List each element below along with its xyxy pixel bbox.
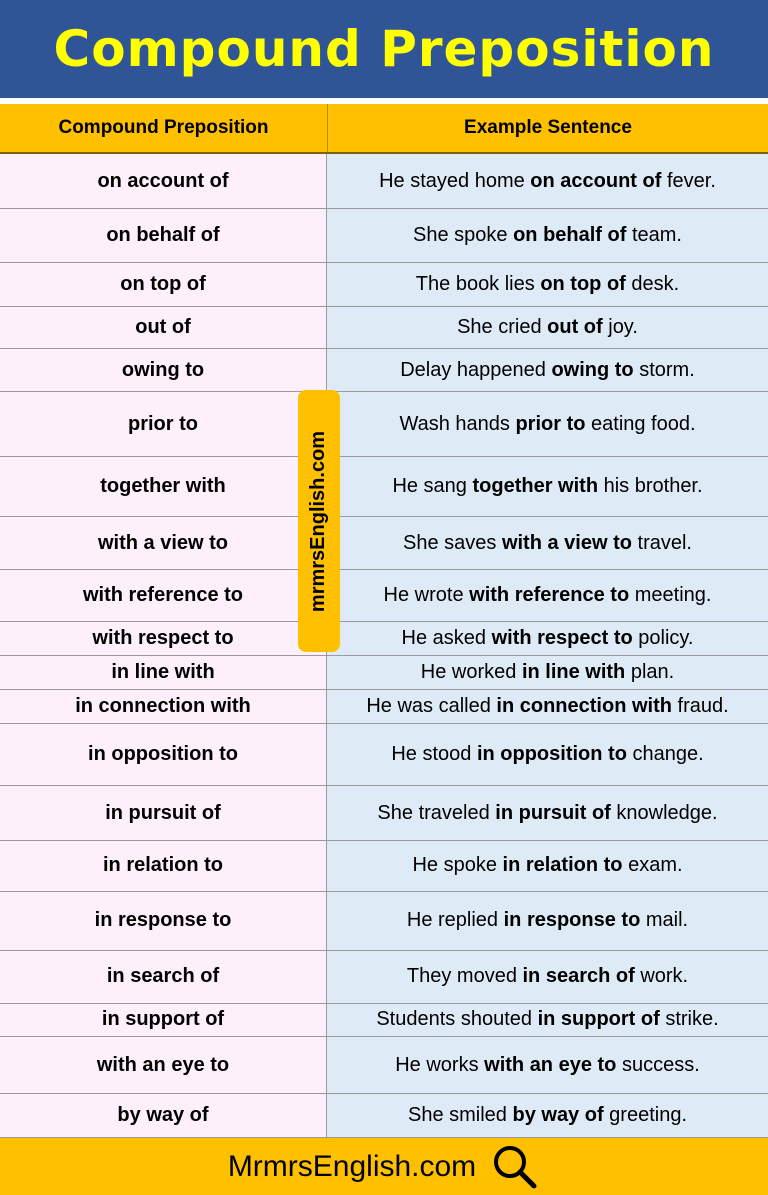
watermark-badge (298, 390, 340, 652)
preposition-cell: with an eye to (0, 1037, 327, 1093)
table-row (0, 724, 768, 786)
table-row (0, 892, 768, 950)
preposition-table (0, 154, 768, 1138)
sentence-start: Wash hands (399, 412, 516, 435)
sentence-preposition: with a view to (501, 531, 632, 554)
sentence-end: storm. (633, 358, 695, 381)
sentence-end: plan. (625, 661, 675, 684)
title-bar (0, 0, 768, 102)
sentence-end: policy. (632, 627, 694, 650)
sentence-end: success. (616, 1053, 700, 1076)
example-sentence-cell (327, 892, 768, 949)
sentence-start: He replied (406, 909, 504, 932)
sentence-preposition: out of (547, 315, 603, 338)
example-sentence-cell (327, 457, 768, 516)
example-sentence-cell (327, 841, 768, 891)
table-row (0, 1004, 768, 1037)
preposition-cell: out of (0, 307, 327, 349)
sentence-end: meeting. (629, 583, 712, 606)
sentence-preposition: with respect to (491, 627, 633, 650)
sentence-preposition: in relation to (502, 854, 623, 877)
sentence-start: He sang (392, 475, 473, 498)
page-title: Compound Preposition (53, 20, 715, 78)
sentence-start: She saves (402, 531, 502, 554)
example-sentence-cell (327, 349, 768, 391)
sentence-start: He worked (420, 661, 522, 684)
sentence-end: fraud. (671, 695, 729, 718)
sentence-preposition: in connection with (496, 695, 672, 718)
preposition-cell: owing to (0, 349, 327, 391)
sentence-end: work. (634, 965, 689, 988)
header-example-sentence: Example Sentence (464, 117, 632, 138)
example-sentence-cell (327, 154, 768, 208)
preposition-cell: with reference to (0, 570, 327, 621)
preposition-cell: with a view to (0, 517, 327, 568)
table-row (0, 307, 768, 350)
sentence-preposition: owing to (551, 358, 634, 381)
table-row (0, 570, 768, 622)
example-sentence-cell (327, 1004, 768, 1036)
sentence-preposition: in support of (537, 1008, 660, 1031)
table-row (0, 263, 768, 307)
table-row (0, 517, 768, 569)
sentence-end: team. (626, 224, 682, 247)
example-sentence-cell (327, 209, 768, 261)
preposition-cell: in response to (0, 892, 327, 949)
sentence-end: travel. (631, 531, 692, 554)
example-sentence-cell (327, 392, 768, 456)
preposition-cell: in connection with (0, 690, 327, 723)
sentence-start: Delay happened (400, 358, 552, 381)
sentence-start: He asked (401, 627, 492, 650)
example-sentence-cell (327, 690, 768, 723)
table-header (0, 104, 768, 154)
example-sentence-cell (327, 622, 768, 655)
table-row (0, 841, 768, 892)
preposition-cell: in search of (0, 951, 327, 1003)
sentence-preposition: on account of (530, 169, 662, 192)
preposition-cell: in opposition to (0, 724, 327, 785)
sentence-start: She smiled (407, 1104, 513, 1127)
sentence-start: She cried (457, 315, 548, 338)
example-sentence-cell (327, 263, 768, 306)
header-compound-preposition: Compound Preposition (0, 104, 328, 152)
sentence-preposition: in opposition to (476, 743, 627, 766)
sentence-start: The book lies (415, 272, 541, 295)
preposition-cell: in support of (0, 1004, 327, 1036)
example-sentence-cell (327, 517, 768, 568)
table-row (0, 1037, 768, 1094)
sentence-preposition: in response to (503, 909, 641, 932)
example-sentence-cell (327, 570, 768, 621)
sentence-start: He works (395, 1053, 485, 1076)
example-sentence-cell (327, 1037, 768, 1093)
sentence-preposition: on top of (540, 272, 626, 295)
sentence-preposition: together with (472, 475, 599, 498)
preposition-cell: by way of (0, 1094, 327, 1137)
sentence-end: exam. (622, 854, 683, 877)
example-sentence-cell (327, 786, 768, 839)
sentence-end: joy. (602, 315, 638, 338)
example-sentence-cell (327, 1094, 768, 1137)
preposition-cell: prior to (0, 392, 327, 456)
preposition-cell: together with (0, 457, 327, 516)
table-row (0, 951, 768, 1004)
sentence-start: He wrote (383, 583, 470, 606)
sentence-end: fever. (661, 169, 716, 192)
preposition-cell: with respect to (0, 622, 327, 655)
sentence-start: She traveled (377, 801, 496, 824)
sentence-preposition: prior to (515, 412, 586, 435)
example-sentence-cell (327, 724, 768, 785)
sentence-end: knowledge. (610, 801, 718, 824)
sentence-preposition: in pursuit of (495, 801, 611, 824)
table-row (0, 349, 768, 392)
sentence-end: greeting. (603, 1104, 688, 1127)
example-sentence-cell (327, 951, 768, 1003)
sentence-start: He stood (391, 743, 477, 766)
sentence-preposition: in line with (521, 661, 626, 684)
table-row (0, 622, 768, 656)
table-row (0, 690, 768, 724)
preposition-cell: in line with (0, 656, 327, 689)
preposition-cell: on behalf of (0, 209, 327, 261)
sentence-end: eating food. (585, 412, 696, 435)
sentence-start: They moved (406, 965, 523, 988)
table-row (0, 209, 768, 262)
sentence-start: He stayed home (379, 169, 531, 192)
example-sentence-cell (327, 307, 768, 349)
sentence-start: She spoke (413, 224, 514, 247)
footer (0, 1138, 768, 1195)
preposition-cell: in pursuit of (0, 786, 327, 839)
sentence-preposition: on behalf of (513, 224, 627, 247)
preposition-cell: in relation to (0, 841, 327, 891)
table-row (0, 1094, 768, 1138)
search-icon (490, 1142, 540, 1192)
sentence-start: Students shouted (376, 1008, 538, 1031)
table-row (0, 154, 768, 209)
table-row (0, 457, 768, 517)
sentence-preposition: in search of (522, 965, 635, 988)
sentence-start: He was called (366, 695, 497, 718)
preposition-cell: on account of (0, 154, 327, 208)
sentence-preposition: with reference to (469, 583, 630, 606)
example-sentence-cell (327, 656, 768, 689)
sentence-end: his brother. (598, 475, 703, 498)
sentence-end: change. (626, 743, 704, 766)
table-row (0, 656, 768, 690)
sentence-end: desk. (625, 272, 680, 295)
table-row (0, 786, 768, 840)
sentence-end: mail. (640, 909, 689, 932)
sentence-preposition: with an eye to (484, 1053, 617, 1076)
sentence-end: strike. (659, 1008, 719, 1031)
preposition-cell: on top of (0, 263, 327, 306)
table-row (0, 392, 768, 457)
sentence-preposition: by way of (512, 1104, 604, 1127)
footer-site-name: MrmrsEnglish.com (227, 1149, 477, 1183)
sentence-start: He spoke (412, 854, 503, 877)
watermark-text: mrmrsEnglish.com (307, 430, 330, 612)
